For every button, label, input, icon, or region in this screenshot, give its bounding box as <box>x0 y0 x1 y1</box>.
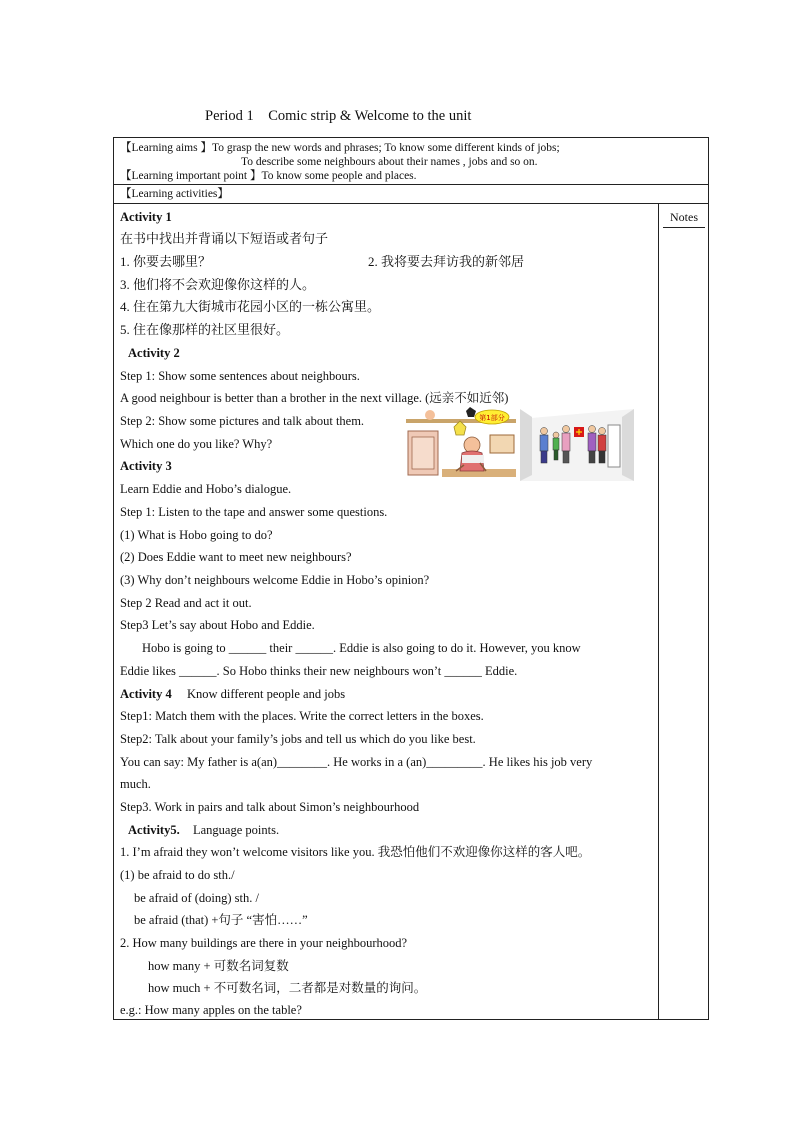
page-title: Period 1 Comic strip & Welcome to the unit <box>205 108 472 124</box>
activity-4-example: You can say: My father is a(an)________. He works in a (an)_________. He likes his job very <box>120 755 593 769</box>
activity-2-step2: Step 2: Show some pictures and talk about them. <box>120 414 365 428</box>
point-1: 1. I’m afraid they won’t welcome visitors like you. 我恐怕他们不欢迎像你这样的客人吧。 <box>120 845 591 859</box>
phrase-4: 4. 住在第九大街城市花园小区的一栋公寓里。 <box>120 299 381 314</box>
activity-2-step1: Step 1: Show some sentences about neighbours. <box>120 369 360 383</box>
learning-important-point: 【Learning important point 】To know some people and places. <box>120 170 417 182</box>
learning-aims: 【Learning aims 】To grasp the new words and phrases; To know some different kinds of jobs; <box>120 142 560 154</box>
activity-2-question: Which one do you like? Why? <box>120 437 273 451</box>
activity-3-step3: Step3 Let’s say about Hobo and Eddie. <box>120 618 315 632</box>
activity-4-step1: Step1: Match them with the places. Write the correct letters in the boxes. <box>120 709 484 723</box>
learning-aims-cont: To describe some neighbours about their names , jobs and so on. <box>241 156 538 168</box>
activity-5-title: Language points. <box>193 823 280 837</box>
activity-4-step3: Step3. Work in pairs and talk about Simon’s neighbourhood <box>120 800 420 814</box>
activity-3-step2: Step 2 Read and act it out. <box>120 596 252 610</box>
activity-3-intro: Learn Eddie and Hobo’s dialogue. <box>120 482 292 496</box>
activity-1-instruction: 在书中找出并背诵以下短语或者句子 <box>120 231 329 246</box>
cartoon-sign-text: 第1部分 <box>479 414 505 422</box>
question-1: (1) What is Hobo going to do? <box>120 528 273 542</box>
point-1-form-c: be afraid (that) +句子 “害怕……” <box>134 913 308 927</box>
proverb: A good neighbour is better than a brother in the next village. (远亲不如近邻) <box>120 391 509 405</box>
point-2: 2. How many buildings are there in your neighbourhood? <box>120 936 408 950</box>
learning-header <box>113 137 709 185</box>
activity-5-heading: Activity5. <box>128 823 180 837</box>
phrase-2: 2. 我将要去拜访我的新邻居 <box>368 254 525 269</box>
activity-4-example-cont: much. <box>120 777 151 791</box>
activity-2-heading: Activity 2 <box>128 346 180 360</box>
neighbours-greeting-picture <box>520 409 634 481</box>
activity-3-heading: Activity 3 <box>120 459 172 473</box>
fill-blank-2: Eddie likes ______. So Hobo thinks their new neighbours won’t ______ Eddie. <box>120 664 518 678</box>
notes-cell <box>658 204 709 1020</box>
point-2-example: e.g.: How many apples on the table? <box>120 1003 302 1017</box>
phrase-5: 5. 住在像那样的社区里很好。 <box>120 322 290 337</box>
point-1-form-b: be afraid of (doing) sth. / <box>134 891 259 905</box>
point-1-form-a: (1) be afraid to do sth./ <box>120 868 235 882</box>
activity-4-heading: Activity 4 <box>120 687 172 701</box>
question-2: (2) Does Eddie want to meet new neighbours? <box>120 550 352 564</box>
question-3: (3) Why don’t neighbours welcome Eddie in Hobo’s opinion? <box>120 573 430 587</box>
point-2-how-many: how many + 可数名词复数 <box>148 959 289 973</box>
point-2-how-much: how much + 不可数名词，二者都是对数量的询问。 <box>148 981 427 995</box>
activity-1-heading: Activity 1 <box>120 210 172 224</box>
activity-3-step1: Step 1: Listen to the tape and answer some questions. <box>120 505 388 519</box>
activity-4-step2: Step2: Talk about your family’s jobs and tell us which do you like best. <box>120 732 476 746</box>
activity-4-title: Know different people and jobs <box>187 687 346 701</box>
learning-activities-label: 【Learning activities】 <box>113 185 709 204</box>
fill-blank-1: Hobo is going to ______ their ______. Eddie is also going to do it. However, you know <box>142 641 581 655</box>
noisy-neighbour-cartoon <box>406 405 518 479</box>
phrase-3: 3. 他们将不会欢迎像你这样的人。 <box>120 277 316 292</box>
notes-label: Notes <box>663 210 705 228</box>
phrase-1: 1. 你要去哪里？ <box>120 254 212 269</box>
